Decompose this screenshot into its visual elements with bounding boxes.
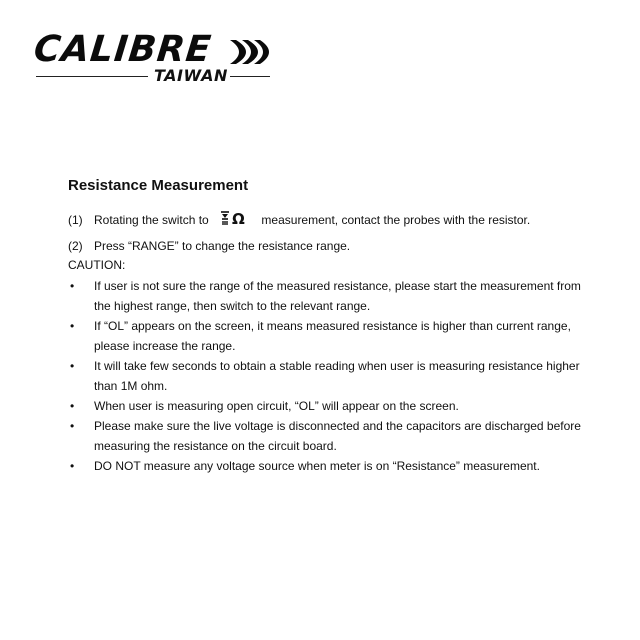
step-2 (68, 236, 608, 256)
calibre-logo (30, 28, 280, 90)
bullet-icon: • (70, 419, 75, 433)
list-item (68, 396, 582, 416)
bullet-icon: • (70, 279, 75, 293)
document-body (68, 176, 608, 476)
list-item (68, 316, 582, 356)
step-text-after: measurement, contact the probes with the resistor. (261, 213, 531, 227)
list-item-text: Please make sure the live voltage is disconnected and the capacitors are discharged before measuring the resistance on the circuit board. (94, 419, 581, 453)
step-text: Press “RANGE” to change the resistance range. (94, 239, 351, 253)
bullet-icon: • (70, 399, 75, 413)
section-heading: Resistance Measurement (68, 177, 249, 194)
step-number: (2) (68, 239, 83, 253)
list-item-text: If user is not sure the range of the measured resistance, please start the measurement from the highest range, then switch to the relevant range. (94, 279, 581, 313)
list-item (68, 276, 582, 316)
svg-text:Ω: Ω (232, 209, 245, 227)
bullet-icon: • (70, 459, 75, 473)
caution-label: CAUTION: (68, 258, 126, 272)
list-item (68, 456, 582, 476)
bullet-icon: • (70, 319, 75, 333)
step-1 (68, 210, 608, 230)
list-item (68, 356, 582, 396)
caution-list (68, 276, 608, 476)
logo-rule-left (36, 76, 148, 77)
list-item-text: It will take few seconds to obtain a stable reading when user is measuring resistance higher than 1M ohm. (94, 359, 580, 393)
list-item-text: When user is measuring open circuit, “OL” will appear on the screen. (94, 399, 459, 413)
logo-rule-right (230, 76, 270, 77)
step-number: (1) (68, 213, 83, 227)
step-text-before: Rotating the switch to (94, 213, 209, 227)
list-item (68, 416, 582, 456)
list-item-text: DO NOT measure any voltage source when meter is on “Resistance” measurement. (94, 459, 540, 473)
logo-swoosh-icon (226, 38, 278, 66)
list-item-text: If “OL” appears on the screen, it means measured resistance is higher than current range, please increase the range. (94, 319, 571, 353)
bullet-icon: • (70, 359, 75, 373)
step-text (94, 210, 530, 230)
logo-brand-text: CALIBRE (31, 29, 214, 70)
logo-sub-text: TAIWAN (154, 66, 228, 85)
diode-ohm-icon (220, 208, 250, 228)
